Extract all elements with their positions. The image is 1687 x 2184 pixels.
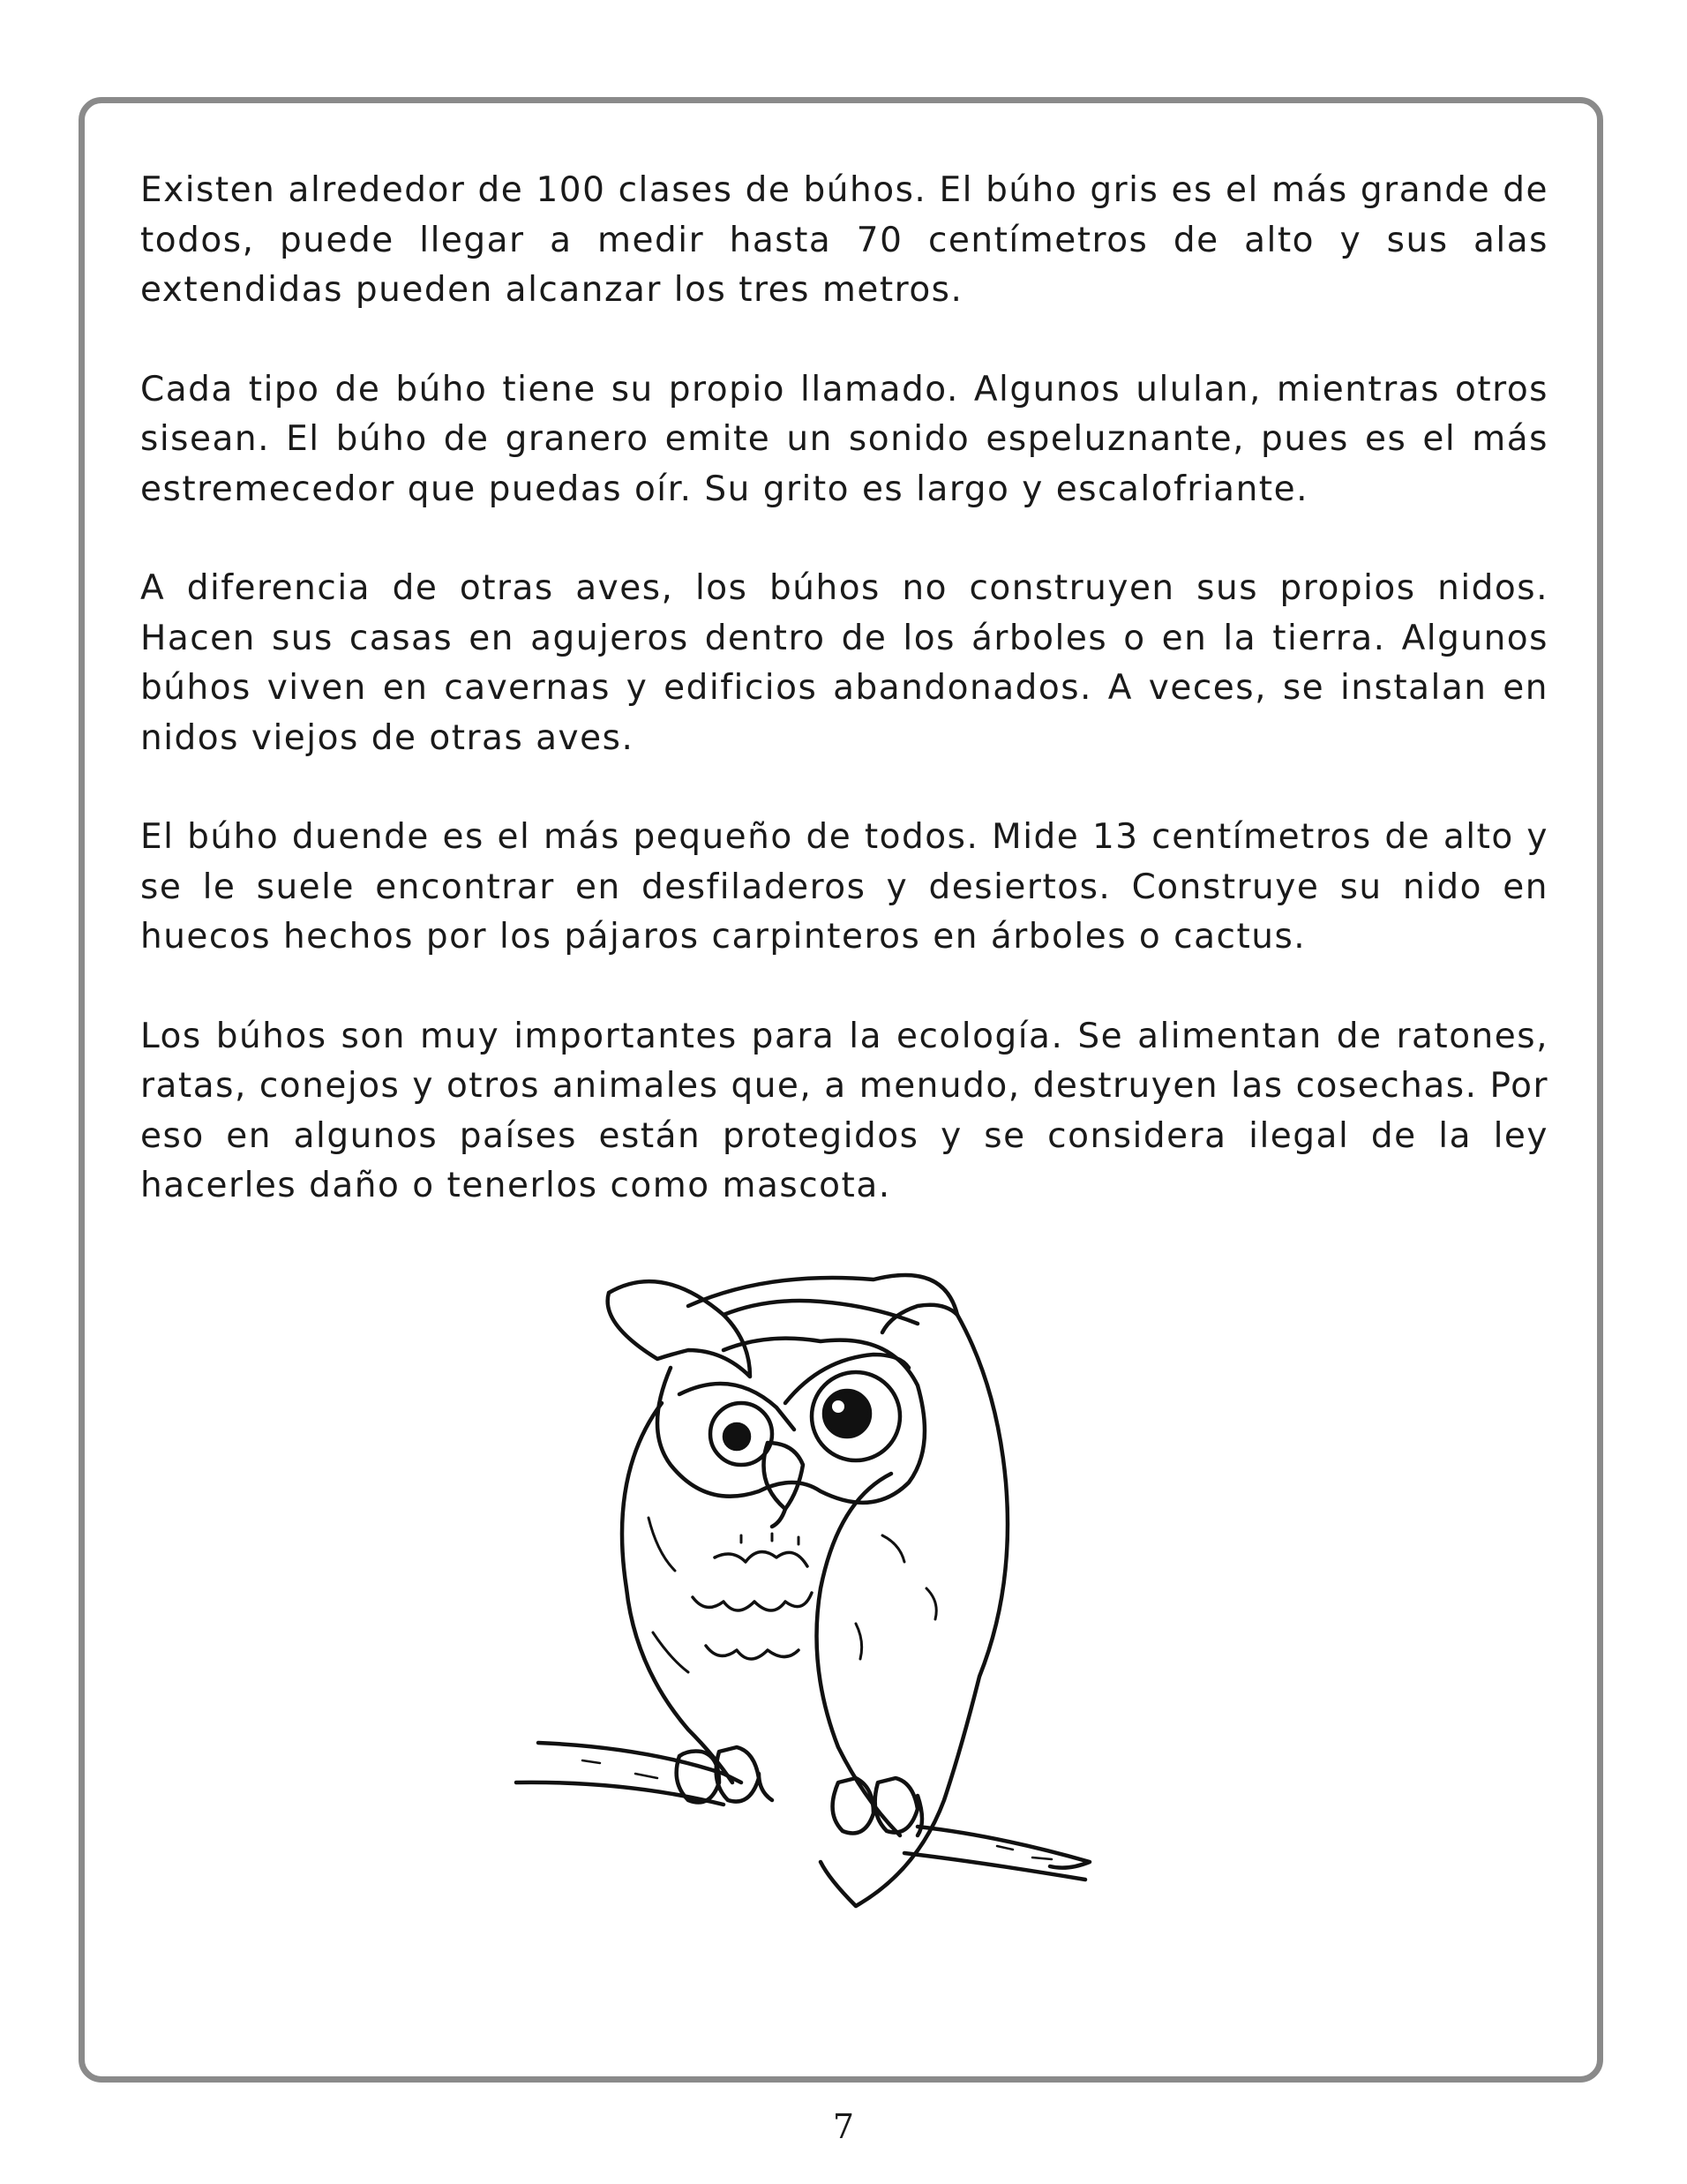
owl-illustration [503,1253,1121,1941]
body-text [140,166,1548,1261]
paragraph-owl-nests: A diferencia de otras aves, los búhos no construyen sus propios nidos. Hacen sus casas en agujeros dentro de los árboles o en la tierra. Algunos búhos viven en cavernas y edificios abandonados. A veces, se instalan en nidos viejos de otras aves. [140,568,1548,758]
paragraph-elf-owl: El búho duende es el más pequeño de todos. Mide 13 centímetros de alto y se le suele encontrar en desfiladeros y desiertos. Construye su nido en huecos hechos por los pájaros carpinteros en árboles o cactus. [140,817,1548,957]
paragraph-owl-ecology: Los búhos son muy importantes para la ecología. Se alimentan de ratones, ratas, conejos y otros animales que, a menudo, destruyen las cosechas. Por eso en algunos países están protegidos y se considera ilegal de la ley hacerles daño o tenerlos como mascota. [140,1016,1548,1205]
paragraph-owl-species: Existen alrededor de 100 clases de búhos. El búho gris es el más grande de todos, puede llegar a medir hasta 70 centímetros de alto y sus alas extendidas pueden alcanzar los tres metros. [140,170,1548,310]
branch-icon [516,1743,1090,1880]
owl-body-icon [608,1275,1008,1906]
page-number: 7 [832,2107,855,2146]
paragraph-owl-calls: Cada tipo de búho tiene su propio llamado. Algunos ululan, mientras otros sisean. El búho de granero emite un sonido espeluznante, pues es el más estremecedor que puedas oír. Su grito es largo y escalofriante. [140,369,1548,509]
